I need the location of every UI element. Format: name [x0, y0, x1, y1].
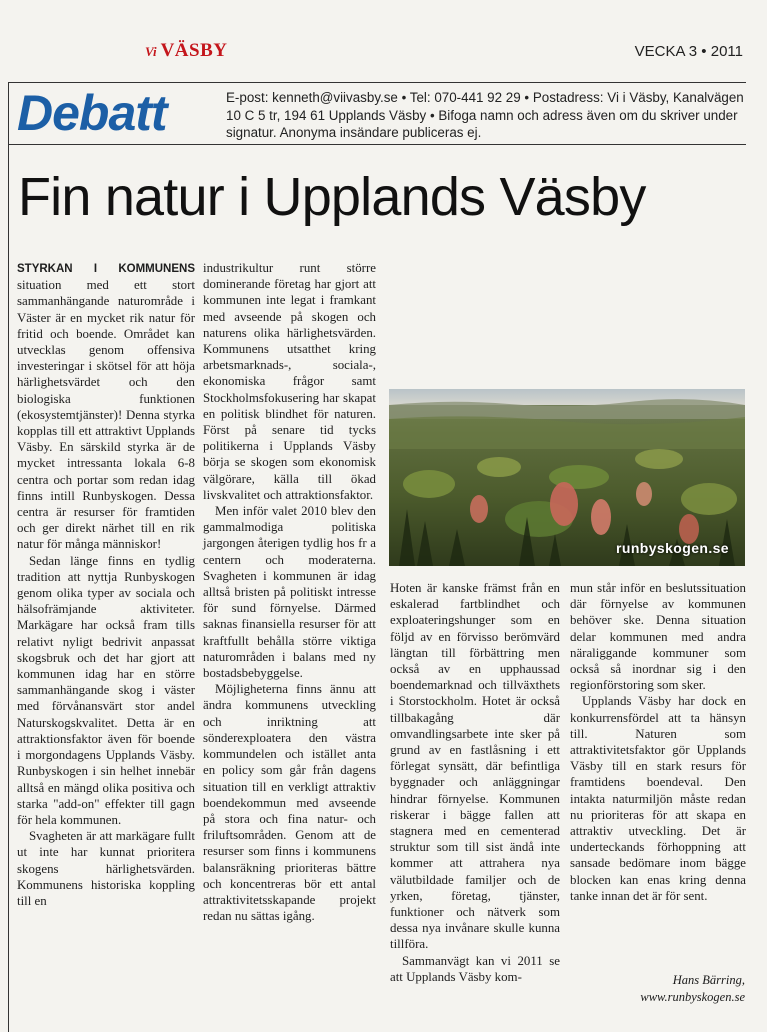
paragraph [17, 260, 195, 553]
author-url[interactable]: www.runbyskogen.se [640, 990, 745, 1004]
photo-credit: runbyskogen.se [616, 540, 729, 556]
issue-label: VECKA 3 • 2011 [634, 43, 743, 60]
divider-top [8, 82, 746, 83]
divider-header [8, 144, 746, 145]
paragraph: industrikultur runt större dominerande företag har gjort att kommunen inte legat i framkant med avseende på skogen och naturens olika härlighetsvärden. Kommunens utsatthet kring arbetsmarknads-, sociala-, ekonomiska frågor samt Stockholmsfokusering har skapat en politisk blindhet för naturen. Först på senare tid tycks politikerna i Upplands Väsby börja se skogen som ekonomisk välgörare, källa till ökad livskvalitet och attraktionsfaktor. [203, 261, 376, 502]
forest-photo [389, 389, 745, 566]
paragraph: Sedan länge finns en tydlig tradition att nyttja Runbyskogen genom olika typer av sociala och hälsofrämjande aktiviteter. Markägare har också fram tills relativt nyligt bedrivit anpassat skogsbruk och det har gjort att kommunen idag har en större sammanhängande skog i väster med förvånansvärt stor andel Naturskogskvalitet. Detta är en attraktionsfaktor även för boende i morgondagens Upplands Väsby. Runbyskogen i sin helhet innebär alltså en mängd olika positiva och starka "add-on" effekter till gagn för hela kommunen. [17, 553, 195, 827]
masthead [0, 40, 767, 70]
paragraph: Svagheten är att markägare fullt ut inte har kunnat prioritera skogens härlighetsvärden. Kommunens historiska koppling till en [17, 829, 195, 908]
divider-left [8, 82, 9, 1032]
paragraph: Sammanvägt kan vi 2011 se att Upplands Väsby kom- [390, 953, 560, 984]
article-column-2 [203, 260, 376, 1010]
article-kicker: STYRKAN I KOMMUNENS [17, 263, 195, 275]
paragraph-text: situation med ett stort sammanhängande naturområde i Väster är en mycket rik natur för fritid och boende. Området kan utvecklas genom offensiva investeringar i skötsel för att höja härlighetsvärdet och den biologiska funktionen (ekosystemtjänster)! Denna styrka kopplas till ett attraktivt Upplands Väsby. En särskild styrka är de mycket intressanta lokala 6-8 centra och portar som redan idag finns intill Runbyskogen. Dessa centra är resurser för framtiden och ger direkt närhet till en rik natur för många människor! [17, 278, 195, 552]
paragraph: Men inför valet 2010 blev den gammalmodiga politiska jargongen återigen tydlig hos fr a centern och moderaterna. Svagheten i kommunen är idag alltså bristen på politiskt intresse för sund förnyelse. Därmed saknas finansiella resurser för att kraftfullt behålla större viktiga naturområden i balans med ny bostadsbebyggelse. [203, 504, 376, 681]
brand-prefix: Vi [145, 44, 157, 59]
author-name: Hans Bärring, [672, 973, 745, 987]
brand-logo[interactable] [145, 40, 227, 62]
article-column-4 [570, 580, 746, 1010]
paragraph: Möjligheterna finns ännu att ändra kommunens utveckling och inriktning att sönderexploatera den västra kommundelen och istället anta en policy som går från dagens situation till en verkligt attraktiv boendekommun med avseende på stora och fina natur- och friluftsområden. Genom att de resurser som finns i kommunens balansräkning prioriteras bättre och koncentreras bör ett antal attraktivitetsskapande projekt redan nu sättas igång. [203, 682, 376, 924]
paragraph: Hoten är kanske främst från en eskalerad fartblindhet och exploateringshunger som en följd av en förvisso berömvärd längtan till förbättring men också av en upphaussad boendemarknad och tillväxthets i Storstockholm. Hotet är också tillbakagång där omvandlingsarbete inte sker på grund av en fastlåsning i ett förlegat synsätt, där befintliga byggnader och anläggningar hindrar förnyelse. Kommunen riskerar i bägge fallen att stagnera med en cementerad struktur som till sist ändå inte kommer att attrahera nya välutbildade familjer och de yrken, företag, tjänster, funktioner och nätverk som dessa nya invånare skulle kunna tillföra. [390, 581, 560, 952]
section-label: Debatt [17, 85, 167, 141]
article-headline: Fin natur i Upplands Väsby [18, 167, 646, 227]
author-signature [640, 972, 745, 1006]
contact-info: E-post: kenneth@viivasby.se • Tel: 070-441 92 29 • Postadress: Vi i Väsby, Kanalvägen 10 C 5 tr, 194 61 Upplands Väsby • Bifoga namn och adress även om du skriver under signatur. Anonyma insändare publiceras ej. [226, 90, 744, 140]
article-column-1 [17, 260, 195, 1010]
article-column-3 [390, 580, 560, 1010]
paragraph: mun står inför en beslutssituation där förnyelse av kommunen behöver ske. Denna situation delar kommunen med andra näraliggande kommuner som också så inordnar sig i den regionförstoring som sker. [570, 581, 746, 693]
brand-name: VÄSBY [160, 40, 228, 61]
paragraph: Upplands Väsby har dock en konkurrensfördel att ta hänsyn till. Naturen som attraktivitetsfaktor gör Upplands Väsby till en stark resurs för framtidens boendeval. Den intakta naturmiljön måste redan nu prioriteras för att skapa en attraktiv utveckling. Det är underteckands förhoppning att sansade bedömare inom bägge blocken kan enas kring denna tanke innan det är för sent. [570, 694, 746, 903]
